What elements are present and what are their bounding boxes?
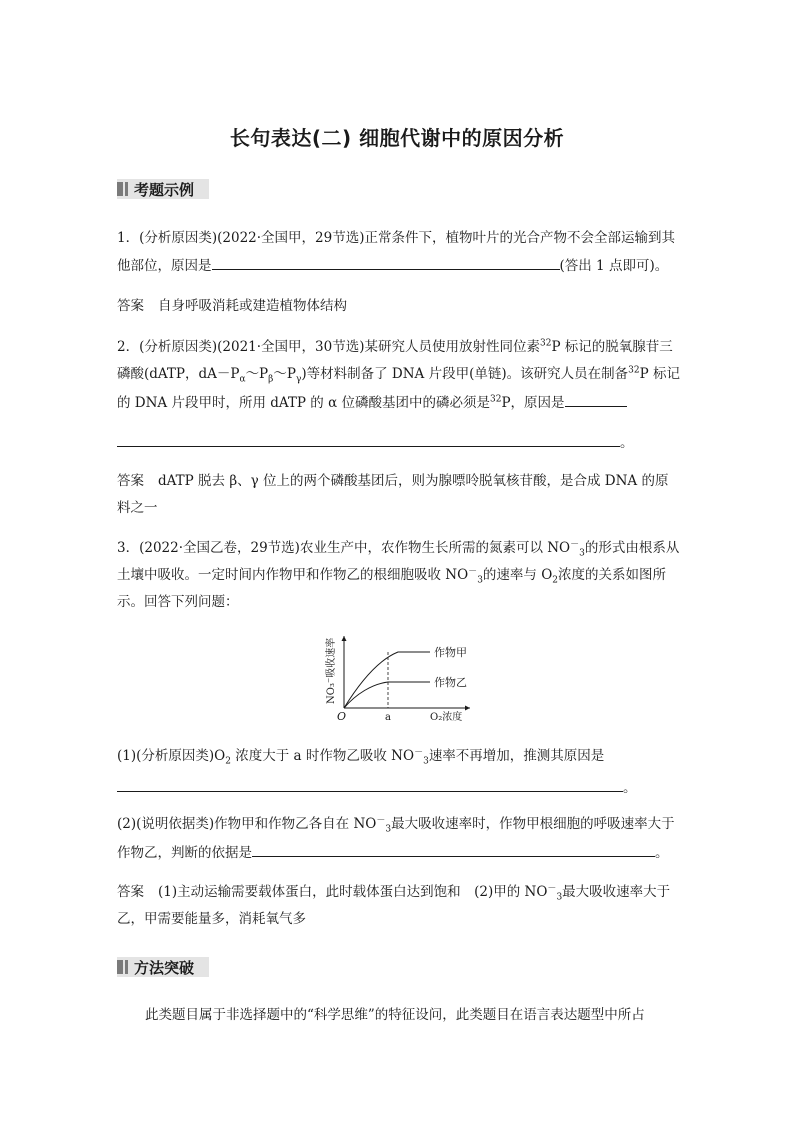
q1-text: 他部位，原因是 [117,258,212,274]
superscript: － [570,539,580,550]
q2-text: ～P [273,366,296,382]
q2-text: )等材料制备了 DNA 片段甲(单链)。该研究人员在制备 [301,366,629,382]
page-title: 长句表达(二) 细胞代谢中的原因分析 [229,126,565,150]
chart [320,632,490,724]
answer-blank [565,391,627,407]
q3-text: 作物乙，判断的依据是 [117,845,252,861]
q2-line1 [117,337,673,357]
origin-label: O [337,710,347,723]
q3-text: 浓度大于 a 时作物乙吸收 NO [230,748,415,764]
superscript: － [468,566,478,577]
q2-text: 。 [620,435,634,451]
answer-text: 自身呼吸消耗或建造植物体结构 [158,298,347,314]
q2-text: 2．(分析原因类)(2021·全国甲，30节选)某研究人员使用放射性同位素 [117,339,540,355]
series-line [344,682,430,708]
q2-line3 [117,391,627,413]
superscript: 32 [490,394,502,405]
q2-line2 [117,364,680,384]
q2-text: 的 DNA 片段甲时，所用 dATP 的 α 位磷酸基团中的磷必须是 [117,395,490,411]
q1-line1: 1．(分析原因类)(2022·全国甲，29节选)正常条件下，植物叶片的光合产物不会全部运输到其 [117,230,675,246]
q2-text: 磷酸(dATP，dA－P [117,366,240,382]
q3-sub2-line2 [117,841,669,863]
q3-text: 的速率与 O [482,567,553,583]
answer-text: (1)主动运输需要载体蛋白，此时载体蛋白达到饱和 (2)甲的 NO [158,884,548,900]
subscript: 3 [579,548,585,559]
answer-blank [117,776,623,792]
q3-text: 速率不再增加，推测其原因是 [428,748,605,764]
section-marker-icon [117,960,123,974]
x-axis-arrow-icon [465,706,470,711]
q3-line3: 示。回答下列问题： [117,594,239,610]
q3-text: 。 [655,845,669,861]
answer-label: 答案 [117,884,144,900]
subscript: 2 [552,575,559,586]
q3-text: 土壤中吸收。一定时间内作物甲和作物乙的根细胞吸收 NO [117,567,469,583]
q3-answer-line2: 乙，甲需要能量多，消耗氧气多 [117,911,306,927]
subscript: 2 [225,756,231,767]
section-title: 考题示例 [134,180,195,199]
q3-line1 [117,538,679,558]
q1-line2 [117,254,668,276]
series-label: 作物乙 [434,676,467,689]
subscript: 3 [477,575,483,586]
subscript: α [239,374,246,385]
answer-label: 答案 [117,298,144,314]
superscript: － [376,815,386,826]
superscript: － [414,747,424,758]
q3-sub2-line1 [117,814,675,834]
answer-blank [252,841,655,857]
q2-text: P 标记的脱氧腺苷三 [551,339,673,355]
subscript: β [268,374,274,385]
subscript: 3 [556,892,563,903]
answer-text: 最大吸收速率大于 [562,884,671,900]
q3-text: 3．(2022·全国乙卷，29节选)农业生产中，农作物生长所需的氮素可以 NO [117,540,571,556]
q3-text: 。 [623,780,637,796]
answer-label: 答案 [117,473,144,489]
superscript: 32 [628,365,640,376]
answer-blank [117,431,620,447]
section-marker-icon [117,182,123,196]
section-marker-icon [125,960,128,974]
x-tick-label: a [385,712,391,723]
q1-answer [117,296,347,316]
q3-text: (2)(说明依据类)作物甲和作物乙各自在 NO [117,816,377,832]
q1-text: (答出 1 点即可)。 [559,258,669,274]
q3-sub1-line2 [117,776,637,798]
y-axis-label: NO₃⁻吸收速率 [326,637,337,704]
q2-text: P 标记 [639,366,680,382]
series-label: 作物甲 [434,646,467,659]
subscript: 3 [385,824,392,835]
section-marker-icon [125,182,128,196]
x-axis-label: O₂浓度 [430,712,463,723]
q2-line4 [117,431,634,453]
subscript: γ [295,374,302,385]
series-line [344,652,430,708]
q3-text: 浓度的关系如图所 [558,567,667,583]
section-header-examples [117,178,194,200]
q3-sub1-line1 [117,746,604,766]
answer-blank [212,254,560,270]
q2-text: P，原因是 [501,395,565,411]
superscript: － [547,883,557,894]
section-header-methods [117,956,194,978]
answer-text: dATP 脱去 β、γ 位上的两个磷酸基团后，则为腺嘌呤脱氧核苷酸，是合成 DNA 的原 [158,473,669,489]
q2-text: ～P [245,366,269,382]
q2-answer-line2: 料之一 [117,500,158,516]
q3-text: 最大吸收速率时，作物甲根细胞的呼吸速率大于 [391,816,675,832]
q3-answer-line1 [117,882,670,902]
y-axis-arrow-icon [342,636,347,641]
methods-paragraph: 此类题目属于非选择题中的“科学思维”的特征设问，此类题目在语言表达题型中所占 [145,1007,645,1023]
q3-line2 [117,565,666,585]
superscript: 32 [539,338,552,349]
q3-text: 的形式由根系从 [584,540,680,556]
subscript: 3 [423,756,429,767]
section-title: 方法突破 [134,958,195,977]
q3-text: (1)(分析原因类)O [117,748,226,764]
q2-answer-line1 [117,471,668,491]
